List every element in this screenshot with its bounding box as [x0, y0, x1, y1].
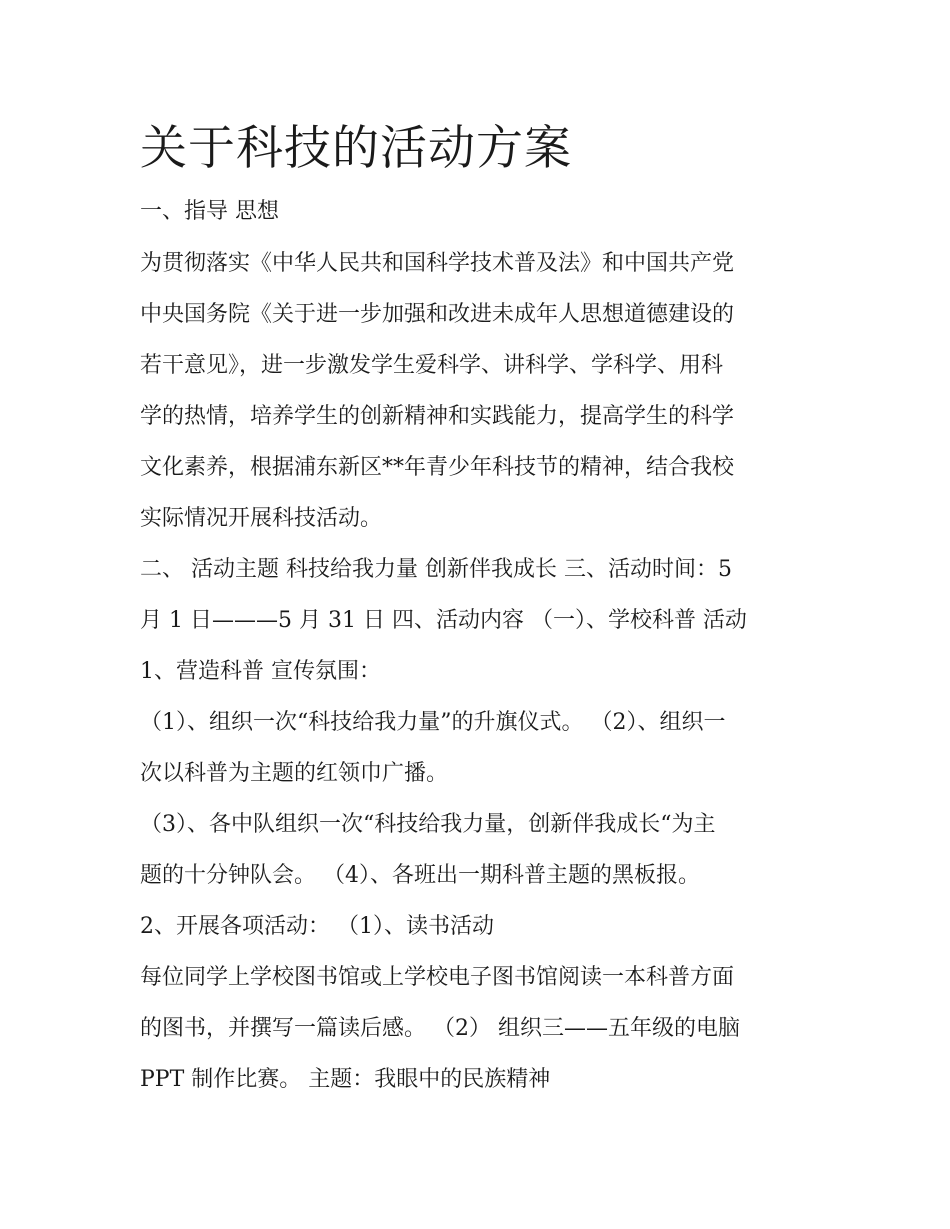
paragraph-line: （1）、组织一次“科技给我力量”的升旗仪式。 （2）、组织一	[140, 710, 726, 735]
paragraph-line: 学的热情，培养学生的创新精神和实践能力，提高学生的科学	[140, 404, 735, 429]
paragraph-line: 为贯彻落实《中华人民共和国科学技术普及法》和中国共产党	[140, 251, 735, 276]
section-heading-guiding-ideology: 一、指导 思想	[140, 199, 279, 224]
document-page	[140, 112, 815, 1105]
paragraph-line: 实际情况开展科技活动。	[140, 506, 383, 531]
paragraph-line: 1、营造科普 宣传氛围：	[140, 659, 381, 684]
paragraph-line: 若干意见》，进一步激发学生爱科学、讲科学、学科学、用科	[140, 353, 724, 378]
paragraph-line: PPT 制作比赛。 主题：我眼中的民族精神	[140, 1067, 551, 1092]
paragraph-line: 中央国务院《关于进一步加强和改进未成年人思想道德建设的	[140, 302, 735, 327]
paragraph-line: 文化素养，根据浦东新区**年青少年科技节的精神，结合我校	[140, 455, 735, 480]
document-title: 关于科技的活动方案	[140, 121, 572, 176]
paragraph-line: 每位同学上学校图书馆或上学校电子图书馆阅读一本科普方面	[140, 965, 735, 990]
paragraph-line: 题的十分钟队会。 （4）、各班出一期科普主题的黑板报。	[140, 863, 700, 888]
paragraph-line: 的图书，并撰写一篇读后感。 （2） 组织三——五年级的电脑	[140, 1016, 740, 1041]
paragraph-line: 月 1 日———5 月 31 日 四、活动内容 （一）、学校科普 活动	[140, 608, 747, 633]
paragraph-line: 2、开展各项活动： （1）、读书活动	[140, 914, 494, 939]
paragraph-line: 次以科普为主题的红领巾广播。	[140, 761, 449, 786]
paragraph-line: （3）、各中队组织一次“科技给我力量，创新伴我成长“为主	[140, 812, 716, 837]
paragraph-line: 二、 活动主题 科技给我力量 创新伴我成长 三、活动时间：5	[140, 557, 732, 582]
